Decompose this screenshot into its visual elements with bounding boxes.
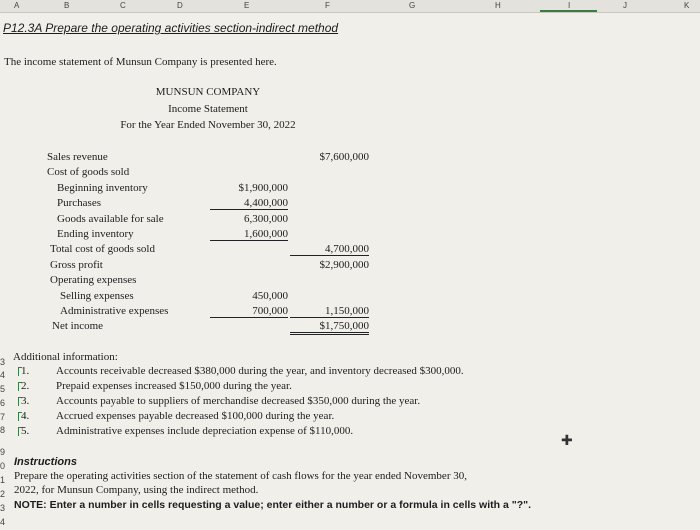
additional-item-text[interactable]: Accounts receivable decreased $380,000 during the year, and inventory decreased $300,000. xyxy=(56,365,464,377)
total-operating-expenses-value[interactable]: 1,150,000 xyxy=(290,305,369,318)
row-header[interactable]: 1 xyxy=(0,475,6,485)
instructions-line-1: Prepare the operating activities section of the statement of cash flows for the year ended November 30, xyxy=(14,470,467,482)
additional-item-text[interactable]: Administrative expenses include depreciation expense of $110,000. xyxy=(56,425,354,437)
row-header[interactable]: 4 xyxy=(0,517,6,527)
net-income-value[interactable]: $1,750,000 xyxy=(290,320,369,335)
additional-item-number: 3. xyxy=(21,395,30,407)
column-header-i[interactable]: I xyxy=(568,1,571,10)
instructions-heading: Instructions xyxy=(14,456,77,468)
administrative-expenses-value[interactable]: 700,000 xyxy=(210,305,288,318)
problem-title[interactable]: P12.3A Prepare the operating activities section-indirect method xyxy=(3,21,339,35)
row-header[interactable]: 6 xyxy=(0,398,6,408)
column-header-e[interactable]: E xyxy=(244,1,250,10)
purchases-value[interactable]: 4,400,000 xyxy=(210,197,288,210)
row-header[interactable]: 0 xyxy=(0,461,6,471)
column-header-g[interactable]: G xyxy=(409,1,416,10)
intro-text: The income statement of Munsun Company is presented here. xyxy=(4,56,277,68)
additional-item-text[interactable]: Prepaid expenses increased $150,000 during the year. xyxy=(56,380,292,392)
sales-value[interactable]: $7,600,000 xyxy=(319,151,369,163)
available-value[interactable]: 6,300,000 xyxy=(244,213,288,225)
total-cogs-label: Total cost of goods sold xyxy=(50,243,155,255)
statement-name: Income Statement xyxy=(168,103,248,115)
selling-expenses-value[interactable]: 450,000 xyxy=(252,290,288,302)
beginning-inventory-label: Beginning inventory xyxy=(57,182,148,194)
additional-item-number: 5. xyxy=(21,425,30,437)
additional-item-number: 2. xyxy=(21,380,30,392)
instructions-note: NOTE: Enter a number in cells requesting a value; enter either a number or a formula in cells with a "?". xyxy=(14,499,531,511)
additional-item-text[interactable]: Accounts payable to suppliers of merchandise decreased $350,000 during the year. xyxy=(56,395,421,407)
available-label: Goods available for sale xyxy=(57,213,164,225)
column-header-d[interactable]: D xyxy=(177,1,183,10)
additional-item-number: 4. xyxy=(21,410,30,422)
additional-item-number: 1. xyxy=(21,365,30,377)
statement-period: For the Year Ended November 30, 2022 xyxy=(120,119,296,131)
ending-inventory-label: Ending inventory xyxy=(57,228,134,240)
selected-column-indicator xyxy=(540,10,597,12)
row-header[interactable]: 3 xyxy=(0,357,6,367)
column-header-j[interactable]: J xyxy=(623,1,627,10)
gross-profit-label: Gross profit xyxy=(50,259,103,271)
row-header[interactable]: 4 xyxy=(0,370,6,380)
net-income-label: Net income xyxy=(52,320,104,332)
row-header[interactable]: 2 xyxy=(0,489,6,499)
additional-item-text[interactable]: Accrued expenses payable decreased $100,000 during the year. xyxy=(56,410,335,422)
row-header[interactable]: 5 xyxy=(0,384,6,394)
purchases-label: Purchases xyxy=(57,197,101,209)
column-header-c[interactable]: C xyxy=(120,1,126,10)
row-header[interactable]: 3 xyxy=(0,503,6,513)
column-header-a[interactable]: A xyxy=(14,1,20,10)
column-header-b[interactable]: B xyxy=(64,1,70,10)
gross-profit-value[interactable]: $2,900,000 xyxy=(319,259,369,271)
instructions-line-2: 2022, for Munsun Company, using the indirect method. xyxy=(14,484,259,496)
column-header-k[interactable]: K xyxy=(684,1,690,10)
row-header[interactable]: 9 xyxy=(0,447,6,457)
column-header-f[interactable]: F xyxy=(325,1,330,10)
cogs-label: Cost of goods sold xyxy=(47,166,130,178)
operating-expenses-label: Operating expenses xyxy=(50,274,137,286)
column-header-h[interactable]: H xyxy=(495,1,501,10)
cell-cursor-icon: ✚ xyxy=(561,433,573,449)
company-name: MUNSUN COMPANY xyxy=(155,86,261,98)
beginning-inventory-value[interactable]: $1,900,000 xyxy=(238,182,288,194)
row-header[interactable]: 7 xyxy=(0,412,6,422)
selling-expenses-label: Selling expenses xyxy=(60,290,134,302)
row-header[interactable]: 8 xyxy=(0,425,6,435)
total-cogs-value[interactable]: 4,700,000 xyxy=(290,243,369,256)
administrative-expenses-label: Administrative expenses xyxy=(60,305,169,317)
sales-label: Sales revenue xyxy=(47,151,108,163)
additional-info-heading: Additional information: xyxy=(13,351,118,363)
column-header-bar xyxy=(0,0,700,13)
ending-inventory-value[interactable]: 1,600,000 xyxy=(210,228,288,241)
